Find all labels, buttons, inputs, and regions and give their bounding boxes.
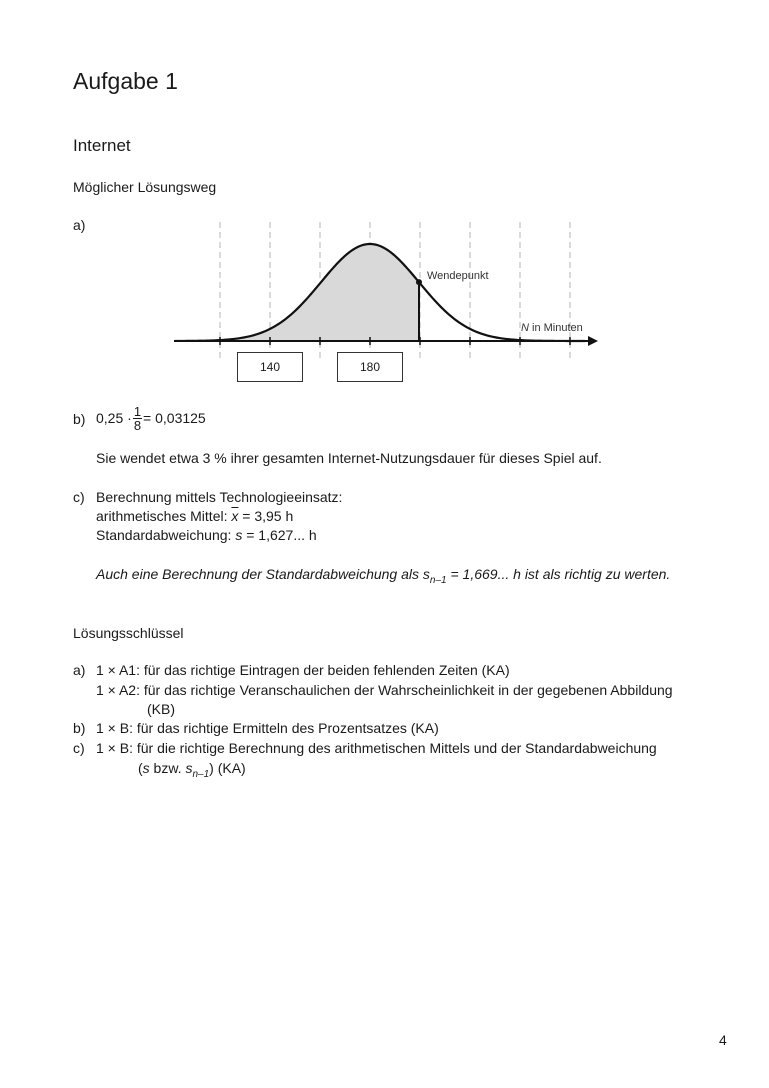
page-title: Aufgabe 1: [73, 68, 178, 94]
fraction-denominator: 8: [133, 417, 142, 433]
shaded-probability-area: [218, 244, 419, 341]
note-suffix: = 1,669... h ist als richtig zu werten.: [446, 566, 671, 582]
note-subscript: n–1: [429, 574, 447, 586]
key-a1: 1 × A1: für das richtige Eintragen der beiden fehlenden Zeiten (KA): [96, 662, 510, 678]
key-a-label: a): [73, 662, 86, 678]
page-number: 4: [719, 1032, 727, 1048]
time-box-180: 180: [337, 352, 403, 382]
key-a2-cont: (KB): [147, 701, 175, 717]
part-c-line1: Berechnung mittels Technologieeinsatz:: [96, 489, 343, 505]
sd-symbol: s: [235, 527, 243, 543]
part-c-note: [96, 564, 670, 591]
key-c2: [138, 758, 246, 785]
part-b-answer: Sie wendet etwa 3 % ihrer gesamten Internet-Nutzungsdauer für dieses Spiel auf.: [96, 450, 602, 466]
part-c-label: c): [73, 489, 85, 505]
sd-prefix: Standardabweichung:: [96, 527, 236, 543]
solution-heading: Möglicher Lösungsweg: [73, 179, 217, 195]
mean-value: = 3,95 h: [238, 508, 294, 524]
mean-prefix: arithmetisches Mittel:: [96, 508, 232, 524]
key-c2-mid: bzw.: [149, 760, 186, 776]
fraction: [133, 405, 142, 432]
key-c2-s2: s: [185, 760, 193, 776]
key-c-label: c): [73, 740, 85, 756]
key-b1: 1 × B: für das richtige Ermitteln des Prozentsatzes (KA): [96, 720, 439, 736]
expr-right: = 0,03125: [143, 410, 206, 426]
x-axis-arrow: [588, 336, 598, 346]
expr-left: 0,25 ·: [96, 410, 132, 426]
key-c2-open: (: [138, 760, 143, 776]
section-title: Internet: [73, 136, 131, 155]
part-c-mean: [96, 506, 293, 526]
fraction-numerator: 1: [133, 403, 142, 419]
key-c1: 1 × B: für die richtige Berechnung des arithmetischen Mittels und der Standardabweichung: [96, 740, 657, 756]
note-prefix: Auch eine Berechnung der Standardabweichung als s: [96, 566, 430, 582]
x-axis-label: [521, 322, 583, 334]
key-c2-s: s: [142, 760, 150, 776]
normal-distribution-chart: [0, 0, 769, 400]
key-c2-sub: n–1: [192, 768, 210, 780]
key-heading: Lösungsschlüssel: [73, 625, 184, 641]
key-c2-close: ) (KA): [209, 760, 246, 776]
inflection-point: [416, 279, 422, 285]
part-b-expression: [96, 400, 206, 436]
mean-symbol: $\overline{x}$: [231, 508, 239, 524]
x-axis-var: N: [521, 322, 529, 334]
x-axis-unit: in Minuten: [528, 322, 583, 334]
time-box-140: 140: [237, 352, 303, 382]
key-b-label: b): [73, 720, 86, 736]
part-b-label: b): [73, 411, 86, 427]
part-a-label: a): [73, 217, 86, 233]
part-c-sd: [96, 525, 317, 545]
inflection-label: Wendepunkt: [427, 270, 489, 282]
key-a2: 1 × A2: für das richtige Veranschaulichen der Wahrscheinlichkeit in der gegebenen Abbildung: [96, 682, 673, 698]
sd-value: = 1,627... h: [242, 527, 317, 543]
